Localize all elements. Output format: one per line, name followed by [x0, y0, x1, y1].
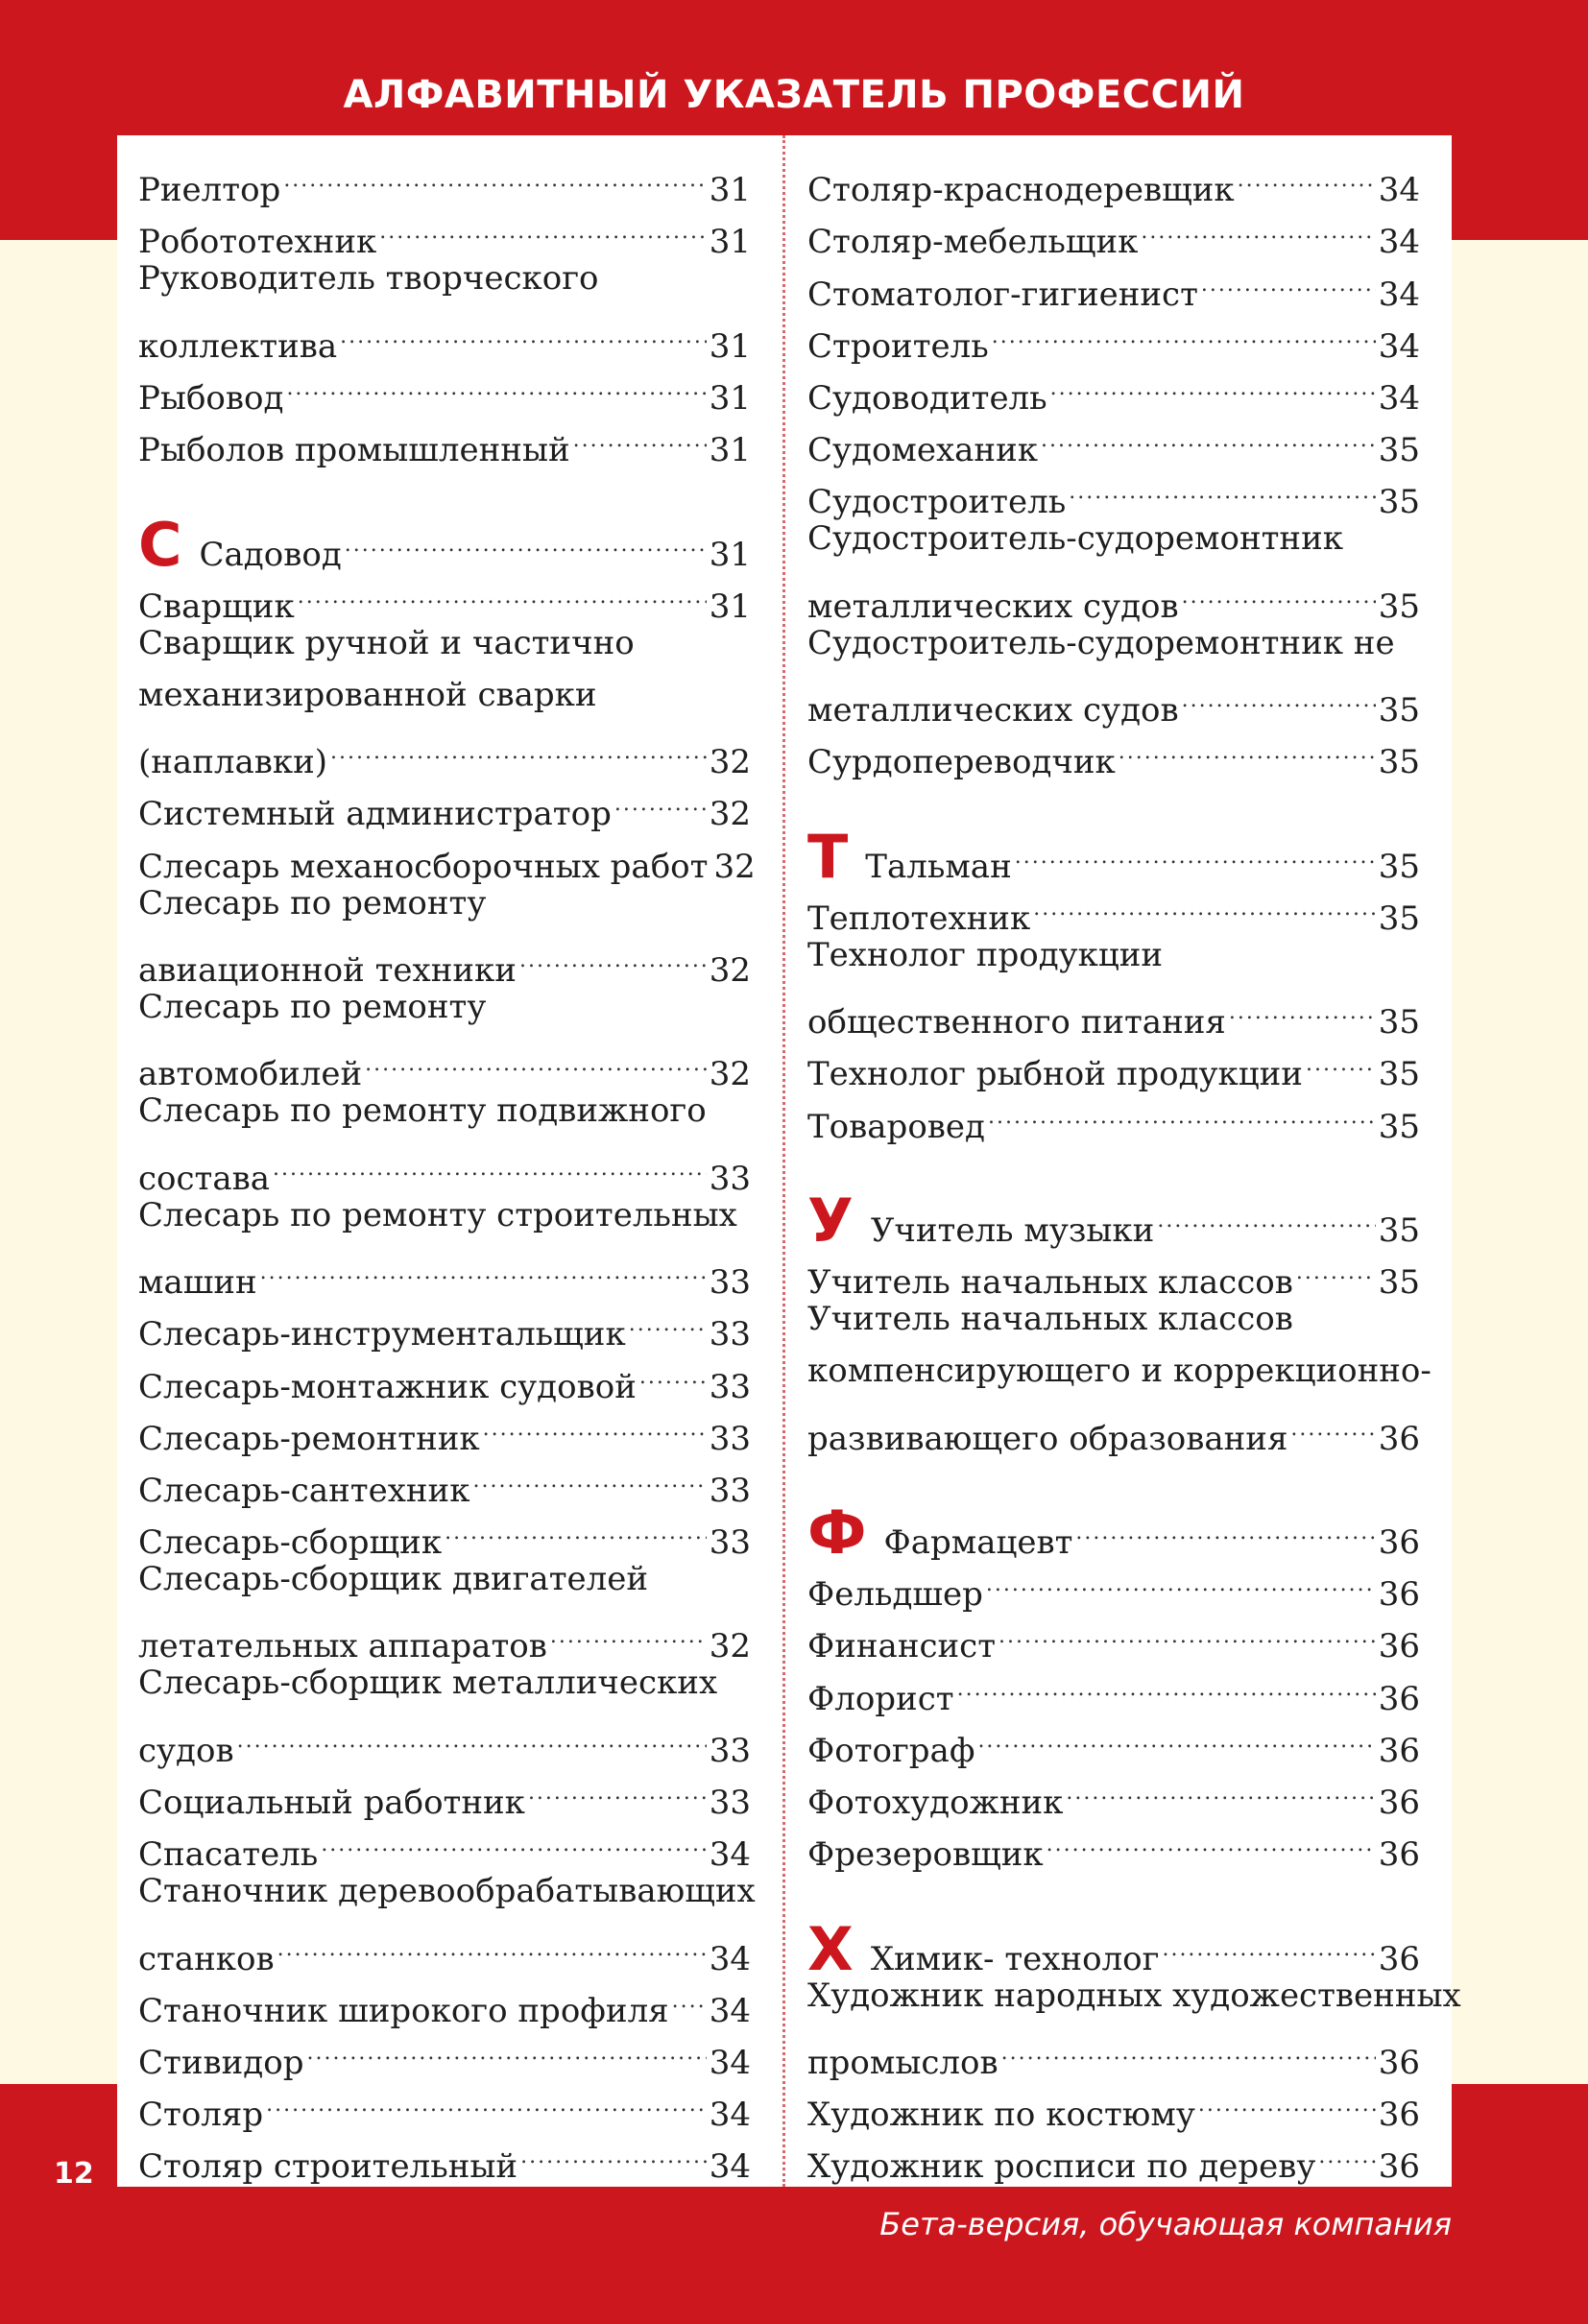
dot-leader — [957, 1657, 1376, 1709]
entry-text: коллектива — [138, 326, 338, 366]
entry-text: механизированной сварки — [138, 675, 597, 714]
entry-page-number: 34 — [709, 1991, 751, 2030]
dot-leader — [1050, 357, 1376, 409]
entry-page-number: 32 — [709, 795, 751, 834]
entry-page-number: 32 — [709, 1627, 751, 1666]
dot-leader — [1162, 1917, 1375, 1969]
entry-page-number: 36 — [1378, 1939, 1420, 1978]
entry-text: промыслов — [807, 2043, 999, 2082]
index-entry — [138, 929, 751, 990]
index-entry — [807, 1293, 1420, 1345]
dot-leader — [273, 1138, 707, 1189]
index-entry — [138, 305, 751, 366]
entry-page-number: 34 — [1378, 378, 1420, 418]
dot-leader — [1290, 1398, 1375, 1450]
dot-leader — [1229, 981, 1376, 1033]
dot-leader — [986, 1553, 1376, 1605]
entry-text: Сурдопереводчик — [807, 743, 1116, 782]
dot-leader — [237, 1710, 707, 1761]
dot-leader — [266, 2073, 707, 2125]
entry-text: Сварщик ручной и частично — [138, 623, 635, 662]
entry-text: Судостроитель-судоремонтник не — [807, 623, 1395, 662]
entry-text: компенсирующего и коррекционно- — [807, 1352, 1432, 1391]
entry-text: Слесарь по ремонту — [138, 883, 487, 922]
dot-leader — [1119, 721, 1376, 773]
entry-page-number: 36 — [1378, 1419, 1420, 1458]
entry-page-number: 36 — [1378, 1679, 1420, 1718]
dot-leader — [528, 1761, 707, 1813]
section-letter: Ф — [807, 1497, 867, 1569]
dot-leader — [1075, 1501, 1375, 1553]
page-number: 12 — [54, 2157, 94, 2191]
entry-text: Столяр — [138, 2096, 264, 2135]
entry-page-number: 31 — [709, 378, 751, 418]
dot-leader — [1157, 1189, 1375, 1241]
index-column-right — [807, 149, 1461, 2187]
dot-leader — [1198, 2073, 1376, 2125]
entry-text: Системный администратор — [138, 795, 612, 834]
dot-leader — [999, 1605, 1376, 1657]
entry-text: Спасатель — [138, 1835, 319, 1875]
dot-leader — [306, 2022, 706, 2073]
entry-text: Химик- технолог — [870, 1939, 1160, 1978]
entry-page-number: 35 — [1378, 1003, 1420, 1042]
entry-page-number: 35 — [1378, 431, 1420, 470]
entry-text: Теплотехник — [807, 898, 1031, 938]
dot-leader — [298, 565, 707, 617]
index-entry — [138, 669, 751, 721]
entry-page-number: 35 — [1378, 847, 1420, 886]
entry-text: Фельдшер — [807, 1575, 983, 1615]
entry-page-number: 35 — [1378, 1055, 1420, 1094]
dot-leader — [1238, 149, 1376, 201]
entry-page-number: 35 — [1378, 483, 1420, 522]
entry-page-number: 31 — [709, 223, 751, 262]
entry-page-number: 35 — [1378, 1210, 1420, 1250]
entry-text: Садовод — [199, 535, 342, 574]
entry-text: Судомеханик — [807, 431, 1039, 470]
entry-page-number: 35 — [1378, 898, 1420, 938]
entry-page-number: 35 — [1378, 691, 1420, 731]
dot-leader — [340, 305, 707, 357]
entry-page-number: 33 — [709, 1159, 751, 1198]
entry-page-number: 34 — [1378, 326, 1420, 366]
dot-leader — [639, 1345, 707, 1397]
dot-leader — [321, 1813, 706, 1865]
column-divider — [782, 135, 785, 2187]
dot-leader — [472, 1450, 706, 1501]
entry-page-number: 34 — [1378, 275, 1420, 314]
entry-text: Стоматолог-гигиенист — [807, 275, 1198, 314]
dot-leader — [1182, 669, 1376, 721]
index-entry — [807, 1497, 1420, 1569]
entry-text: Фрезеровщик — [807, 1835, 1044, 1875]
entry-page-number: 35 — [1378, 743, 1420, 782]
entry-text: Учитель начальных классов — [807, 1263, 1293, 1303]
entry-text: Художник росписи по дереву — [807, 2147, 1316, 2187]
entry-page-number: 34 — [709, 1939, 751, 1978]
dot-leader — [519, 929, 707, 981]
dot-leader — [1141, 201, 1375, 252]
entry-text: Слесарь по ремонту — [138, 988, 487, 1026]
dot-leader — [1033, 877, 1376, 929]
entry-page-number: 34 — [709, 2043, 751, 2082]
entry-text: Станочник деревообрабатывающих — [138, 1872, 756, 1911]
dot-leader — [614, 773, 707, 825]
entry-text: машин — [138, 1263, 257, 1303]
dot-leader — [283, 149, 706, 201]
entry-text: металлических судов — [807, 691, 1179, 731]
entry-page-number: 33 — [709, 1419, 751, 1458]
entry-page-number: 32 — [709, 1055, 751, 1094]
entry-page-number: 33 — [709, 1523, 751, 1563]
entry-text: Рыболов промышленный — [138, 431, 570, 470]
dot-leader — [1306, 1033, 1376, 1085]
index-column-left — [138, 149, 756, 2187]
entry-page-number: 33 — [709, 1471, 751, 1510]
entry-text: Столяр-мебельщик — [807, 223, 1139, 262]
dot-leader — [1201, 252, 1376, 304]
index-entry — [138, 1085, 751, 1137]
section-letter: С — [138, 509, 182, 580]
index-entry — [807, 565, 1420, 626]
entry-page-number: 34 — [709, 2147, 751, 2187]
entry-text: Рыбовод — [138, 378, 284, 418]
dot-leader — [330, 721, 707, 773]
entry-text: Судостроитель-судоремонтник — [807, 519, 1343, 559]
entry-text: Слесарь механосборочных работ — [138, 847, 709, 886]
index-entry — [138, 1033, 751, 1094]
entry-text: Тальман — [865, 847, 1012, 886]
index-entry — [138, 1917, 751, 1978]
dot-leader — [445, 1501, 707, 1553]
entry-page-number: 33 — [709, 1784, 751, 1822]
index-entry — [807, 617, 1420, 669]
dot-leader — [1296, 1241, 1376, 1293]
index-entry — [138, 617, 751, 669]
index-entry — [807, 669, 1420, 731]
index-entry — [807, 2022, 1420, 2082]
dot-leader — [988, 1085, 1376, 1137]
entry-text: развивающего образования — [807, 1419, 1288, 1458]
dot-leader — [1001, 2022, 1376, 2073]
entry-page-number: 36 — [1378, 1731, 1420, 1770]
entry-text: Товаровед — [807, 1107, 985, 1146]
entry-text: судов — [138, 1731, 234, 1770]
dot-leader — [573, 409, 707, 461]
entry-text: Слесарь-сантехник — [138, 1471, 470, 1510]
index-entry — [138, 981, 751, 1033]
entry-text: металлических судов — [807, 587, 1179, 626]
entry-page-number: 34 — [1378, 223, 1420, 262]
index-entry — [807, 1185, 1420, 1256]
index-entry — [138, 1553, 751, 1605]
index-entry — [138, 1241, 751, 1303]
entry-text: Художник по костюму — [807, 2096, 1195, 2135]
dot-leader — [1015, 825, 1376, 876]
entry-text: состава — [138, 1159, 271, 1198]
entry-text: Столяр-краснодеревщик — [807, 171, 1235, 210]
entry-page-number: 35 — [1378, 1263, 1420, 1303]
entry-text: авиационной техники — [138, 951, 517, 990]
entry-page-number: 32 — [713, 847, 756, 886]
index-entry — [138, 1605, 751, 1666]
entry-page-number: 34 — [709, 2096, 751, 2135]
dot-leader — [260, 1241, 707, 1293]
entry-text: Слесарь-сборщик металлических — [138, 1664, 718, 1703]
entry-page-number: 34 — [1378, 171, 1420, 210]
dot-leader — [629, 1293, 707, 1345]
entry-text: Слесарь-сборщик — [138, 1523, 443, 1563]
entry-page-number: 31 — [709, 171, 751, 210]
entry-text: Строитель — [807, 326, 989, 366]
entry-text: Социальный работник — [138, 1784, 525, 1822]
entry-page-number: 33 — [709, 1367, 751, 1406]
index-entry — [807, 1913, 1420, 1984]
entry-text: Учитель музыки — [870, 1210, 1155, 1250]
index-entry — [807, 1970, 1461, 2022]
index-entry — [138, 1865, 756, 1917]
entry-page-number: 36 — [1378, 1575, 1420, 1615]
index-entry — [807, 981, 1420, 1042]
entry-text: Слесарь-монтажник судовой — [138, 1367, 637, 1406]
entry-text: Судостроитель — [807, 483, 1067, 522]
entry-text: общественного питания — [807, 1003, 1226, 1042]
dot-leader — [1318, 2125, 1375, 2177]
index-entry — [807, 821, 1420, 892]
dot-leader — [1182, 565, 1376, 617]
dot-leader — [379, 201, 706, 252]
entry-text: Стивидор — [138, 2043, 304, 2082]
dot-leader — [345, 513, 707, 564]
entry-text: Риелтор — [138, 171, 281, 210]
index-entry — [138, 1710, 751, 1770]
index-entry — [807, 1345, 1432, 1397]
section-letter: Х — [807, 1913, 854, 1984]
dot-leader — [977, 1710, 1375, 1761]
entry-text: Технолог продукции — [807, 935, 1164, 974]
entry-text: Судоводитель — [807, 378, 1047, 418]
entry-text: Фотохудожник — [807, 1784, 1064, 1822]
company-name: Бета-версия, обучающая компания — [879, 2206, 1452, 2242]
dot-leader — [992, 305, 1376, 357]
entry-page-number: 33 — [709, 1731, 751, 1770]
entry-text: Робототехник — [138, 223, 377, 262]
index-entry — [138, 252, 751, 304]
entry-page-number: 36 — [1378, 2147, 1420, 2187]
index-entry — [138, 149, 751, 210]
entry-text: Фотограф — [807, 1731, 975, 1770]
index-entry — [138, 509, 751, 580]
entry-page-number: 31 — [709, 535, 751, 574]
entry-text: летательных аппаратов — [138, 1627, 547, 1666]
entry-page-number: 35 — [1378, 587, 1420, 626]
entry-page-number: 36 — [1378, 1523, 1420, 1563]
index-entry — [807, 513, 1420, 564]
entry-text: Слесарь-сборщик двигателей — [138, 1560, 649, 1599]
dot-leader — [672, 1970, 707, 2022]
entry-text: Столяр строительный — [138, 2147, 518, 2187]
dot-leader — [550, 1605, 707, 1657]
index-entry — [807, 1398, 1420, 1458]
entry-text: Технолог рыбной продукции — [807, 1055, 1303, 1094]
dot-leader — [1069, 461, 1376, 513]
entry-text: станков — [138, 1939, 275, 1978]
entry-text: Художник народных художественных — [807, 1976, 1461, 2015]
entry-text: Финансист — [807, 1627, 997, 1666]
dot-leader — [520, 2125, 707, 2177]
entry-page-number: 35 — [1378, 1107, 1420, 1146]
dot-leader — [277, 1917, 707, 1969]
entry-text: Руководитель творческого — [138, 259, 599, 299]
index-entry — [138, 1657, 751, 1709]
entry-text: Слесарь по ремонту строительных — [138, 1195, 737, 1234]
entry-text: Учитель начальных классов — [807, 1300, 1293, 1339]
entry-text: Слесарь-ремонтник — [138, 1419, 480, 1458]
index-entry — [807, 929, 1420, 981]
entry-page-number: 36 — [1378, 2043, 1420, 2082]
entry-page-number: 36 — [1378, 1627, 1420, 1666]
dot-leader — [286, 357, 706, 409]
entry-page-number: 36 — [1378, 1835, 1420, 1875]
section-letter: Т — [807, 821, 849, 892]
dot-leader — [1066, 1761, 1375, 1813]
entry-text: Слесарь по ремонту подвижного — [138, 1091, 707, 1131]
entry-text: Флорист — [807, 1679, 954, 1718]
entry-text: Слесарь-инструментальщик — [138, 1315, 626, 1354]
index-entry — [807, 149, 1420, 210]
entry-text: Станочник широкого профиля — [138, 1991, 669, 2030]
entry-page-number: 36 — [1378, 1784, 1420, 1822]
dot-leader — [483, 1398, 707, 1450]
entry-text: (наплавки) — [138, 743, 328, 782]
dot-leader — [365, 1033, 707, 1085]
index-entry — [138, 721, 751, 782]
dot-leader — [1047, 1813, 1376, 1865]
dot-leader — [1041, 409, 1376, 461]
section-letter: У — [807, 1185, 854, 1256]
entry-page-number: 36 — [1378, 2096, 1420, 2135]
entry-page-number: 32 — [709, 951, 751, 990]
entry-text: Сварщик — [138, 587, 295, 626]
entry-page-number: 31 — [709, 431, 751, 470]
entry-text: автомобилей — [138, 1055, 363, 1094]
entry-page-number: 32 — [709, 743, 751, 782]
entry-page-number: 31 — [709, 326, 751, 366]
entry-page-number: 33 — [709, 1315, 751, 1354]
entry-page-number: 33 — [709, 1263, 751, 1303]
index-entry — [138, 1138, 751, 1198]
entry-text: Фармацевт — [883, 1523, 1073, 1563]
entry-page-number: 31 — [709, 587, 751, 626]
index-entry — [138, 1189, 751, 1241]
page-title: АЛФАВИТНЫЙ УКАЗАТЕЛЬ ПРОФЕССИЙ — [343, 73, 1245, 117]
entry-page-number: 34 — [709, 1835, 751, 1875]
